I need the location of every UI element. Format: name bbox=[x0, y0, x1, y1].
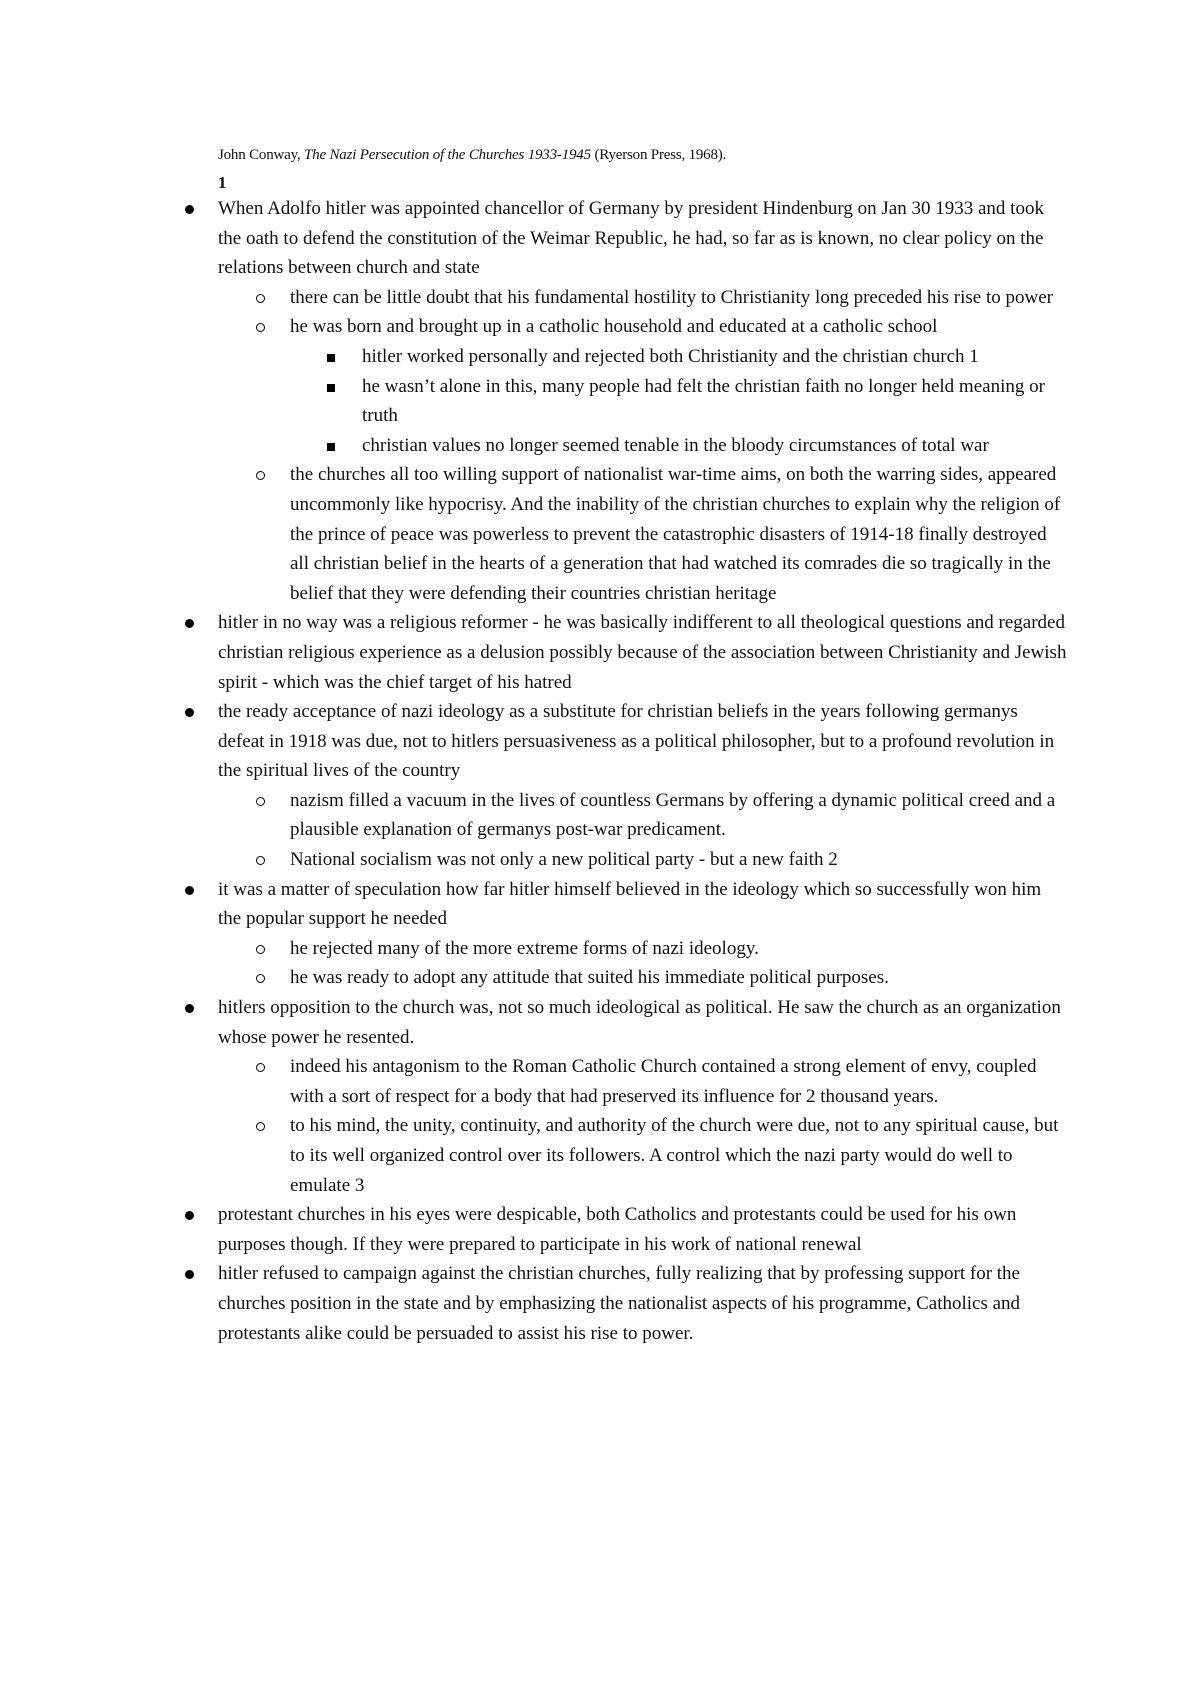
sub-list bbox=[290, 786, 1068, 875]
filled-bullet-icon bbox=[185, 619, 194, 628]
sub-list bbox=[290, 934, 1068, 993]
sub-bullet-text: he rejected many of the more extreme forms of nazi ideology. bbox=[290, 937, 759, 959]
sub-bullet-text: the churches all too willing support of nationalist war-time aims, on both the warring sides, appeared uncommonly like hypocrisy. And the inability of the christian churches to explain why the religion of the prince of peace was powerless to prevent the catastrophic disasters of 1914-18 finally destroyed all christian belief in the hearts of a generation that had watched its comrades die so tragically in the belief that they were defending their countries christian heritage bbox=[290, 464, 1061, 604]
bullet-item bbox=[218, 697, 1068, 875]
bullet-text: When Adolfo hitler was appointed chancellor of Germany by president Hindenburg on Jan 30 1933 and took the oath to defend the constitution of the Weimar Republic, he had, so far as is known, no clear policy on the relations between church and state bbox=[218, 198, 1044, 279]
filled-bullet-icon bbox=[185, 1004, 194, 1013]
bullet-item bbox=[218, 194, 1068, 608]
sub-bullet-item bbox=[290, 460, 1068, 608]
square-bullet-item bbox=[362, 431, 1068, 461]
filled-bullet-icon bbox=[185, 886, 194, 895]
sub-bullet-item bbox=[290, 1052, 1068, 1111]
sub-list bbox=[290, 283, 1068, 609]
bullet-item bbox=[218, 1200, 1068, 1259]
square-bullet-item bbox=[362, 372, 1068, 431]
hollow-bullet-icon bbox=[256, 974, 265, 983]
square-bullet-icon bbox=[327, 384, 335, 392]
sub-bullet-text: he was ready to adopt any attitude that suited his immediate political purposes. bbox=[290, 967, 889, 989]
bullet-text: protestant churches in his eyes were despicable, both Catholics and protestants could be used for his own purposes though. If they were prepared to participate in his work of national renewal bbox=[218, 1204, 1017, 1255]
bullet-text: hitlers opposition to the church was, not so much ideological as political. He saw the church as an organization whose power he resented. bbox=[218, 997, 1061, 1048]
bullet-item bbox=[218, 1259, 1068, 1348]
sub-bullet-text: indeed his antagonism to the Roman Catholic Church contained a strong element of envy, coupled with a sort of respect for a body that had preserved its influence for 2 thousand years. bbox=[290, 1056, 1037, 1107]
square-bullet-text: christian values no longer seemed tenable in the bloody circumstances of total war bbox=[362, 434, 989, 456]
hollow-bullet-icon bbox=[256, 323, 265, 332]
sub-sub-list bbox=[362, 342, 1068, 460]
sub-bullet-item bbox=[290, 963, 1068, 993]
filled-bullet-icon bbox=[185, 708, 194, 717]
sub-bullet-text: National socialism was not only a new political party - but a new faith 2 bbox=[290, 849, 838, 871]
bullet-item bbox=[218, 993, 1068, 1200]
hollow-bullet-icon bbox=[256, 797, 265, 806]
sub-bullet-text: to his mind, the unity, continuity, and authority of the church were due, not to any spiritual cause, but to its well organized control over its followers. A control which the nazi party would do well to emulate 3 bbox=[290, 1115, 1059, 1196]
filled-bullet-icon bbox=[185, 1270, 194, 1279]
sub-bullet-text: nazism filled a vacuum in the lives of countless Germans by offering a dynamic political creed and a plausible explanation of germanys post-war predicament. bbox=[290, 789, 1056, 841]
hollow-bullet-icon bbox=[256, 1122, 265, 1131]
square-bullet-text: he wasn’t alone in this, many people had felt the christian faith no longer held meaning or truth bbox=[362, 375, 1045, 427]
citation-publication: (Ryerson Press, 1968). bbox=[590, 147, 727, 163]
hollow-bullet-icon bbox=[256, 471, 265, 480]
square-bullet-text: hitler worked personally and rejected both Christianity and the christian church 1 bbox=[362, 345, 979, 367]
sub-bullet-item bbox=[290, 283, 1068, 313]
sub-bullet-item bbox=[290, 934, 1068, 964]
hollow-bullet-icon bbox=[256, 945, 265, 954]
hollow-bullet-icon bbox=[256, 1063, 265, 1072]
sub-bullet-item bbox=[290, 1111, 1068, 1200]
filled-bullet-icon bbox=[185, 205, 194, 214]
citation-title: The Nazi Persecution of the Churches 1933-1945 bbox=[304, 147, 591, 163]
sub-bullet-item bbox=[290, 312, 1068, 460]
citation-author: John Conway, bbox=[218, 147, 305, 163]
sub-bullet-item bbox=[290, 786, 1068, 845]
citation bbox=[218, 144, 1078, 166]
sub-bullet-text: there can be little doubt that his fundamental hostility to Christianity long preceded his rise to power bbox=[290, 286, 1053, 308]
bullet-text: the ready acceptance of nazi ideology as a substitute for christian beliefs in the years following germanys defeat in 1918 was due, not to hitlers persuasiveness as a political philosopher, but to a profound revolution in the spiritual lives of the country bbox=[218, 701, 1055, 782]
sub-bullet-item bbox=[290, 845, 1068, 875]
square-bullet-item bbox=[362, 342, 1068, 372]
bullet-item bbox=[218, 608, 1068, 697]
square-bullet-icon bbox=[327, 443, 335, 451]
square-bullet-icon bbox=[327, 354, 335, 362]
bullet-text: hitler in no way was a religious reformer - he was basically indifferent to all theological questions and regarded christian religious experience as a delusion possibly because of the association between Christianity and Jewish spirit - which was the chief target of his hatred bbox=[218, 612, 1067, 693]
filled-bullet-icon bbox=[185, 1211, 194, 1220]
hollow-bullet-icon bbox=[256, 294, 265, 303]
bullet-item bbox=[218, 875, 1068, 993]
hollow-bullet-icon bbox=[256, 856, 265, 865]
notes-list bbox=[218, 194, 1068, 1348]
sub-bullet-text: he was born and brought up in a catholic household and educated at a catholic school bbox=[290, 316, 938, 338]
section-number: 1 bbox=[218, 173, 227, 192]
bullet-text: it was a matter of speculation how far hitler himself believed in the ideology which so successfully won him the popular support he needed bbox=[218, 878, 1042, 930]
bullet-text: hitler refused to campaign against the christian churches, fully realizing that by professing support for the churches position in the state and by emphasizing the nationalist aspects of his programme, Catholics and protestants alike could be persuaded to assist his rise to power. bbox=[218, 1263, 1021, 1344]
sub-list bbox=[290, 1052, 1068, 1200]
